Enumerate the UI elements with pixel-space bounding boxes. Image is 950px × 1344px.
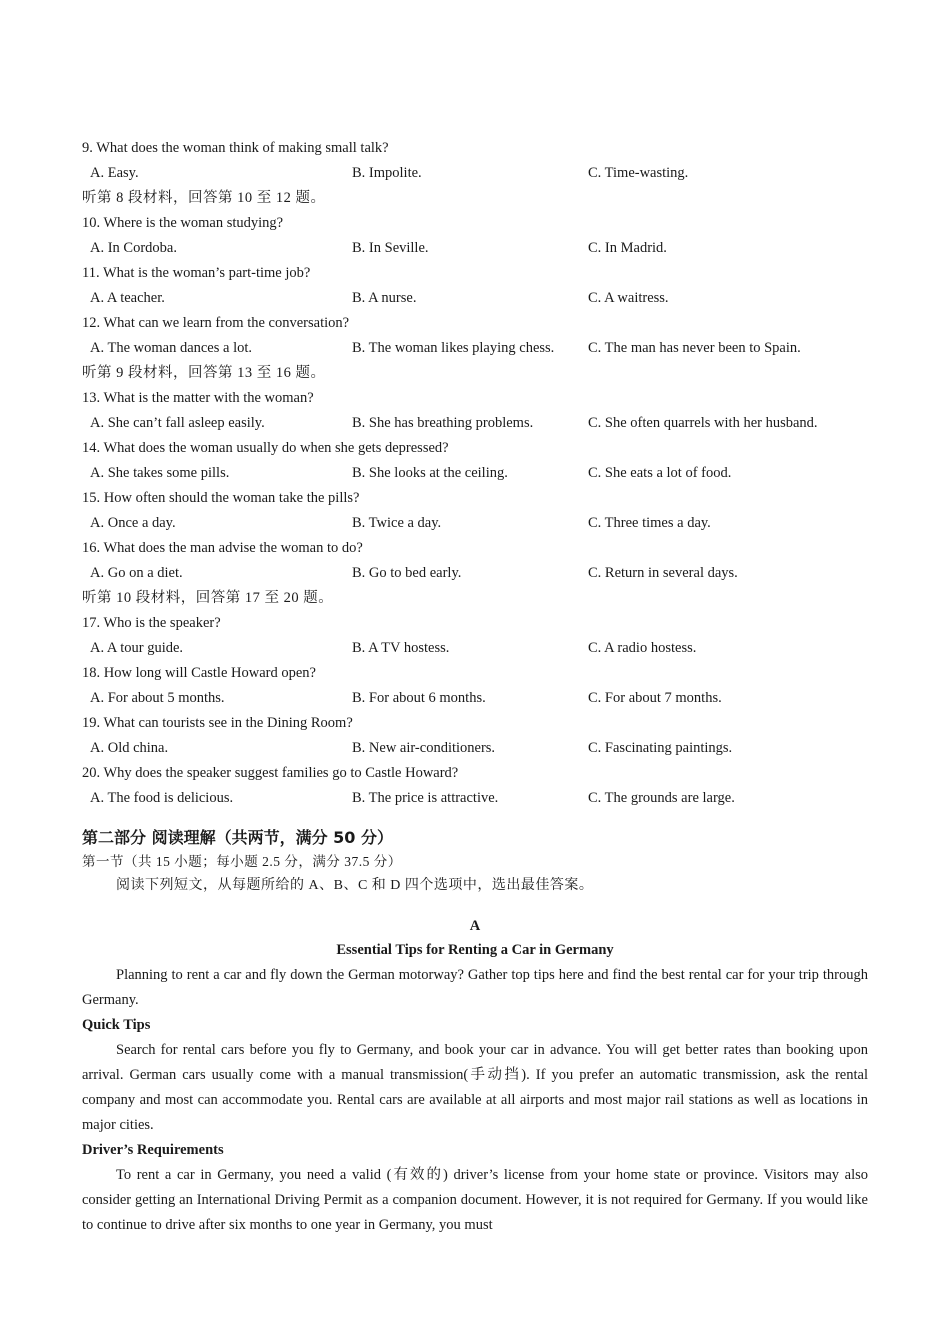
option-b: B. She looks at the ceiling. <box>352 465 508 481</box>
option-b: B. The price is attractive. <box>352 790 499 806</box>
option-c: C. A waitress. <box>588 290 669 306</box>
question-text: 10. Where is the woman studying? <box>82 215 284 231</box>
option-b: B. In Seville. <box>352 240 429 256</box>
passage-title: Essential Tips for Renting a Car in Germany <box>336 942 614 958</box>
listening-instruction: 听第 9 段材料，回答第 13 至 16 题。 <box>82 365 326 381</box>
listening-section <box>82 136 868 811</box>
options-row <box>82 561 868 586</box>
listening-instruction: 听第 8 段材料，回答第 10 至 12 题。 <box>82 190 326 206</box>
question-text: 12. What can we learn from the conversation? <box>82 315 350 331</box>
options-row <box>82 411 868 436</box>
option-c: C. A radio hostess. <box>588 640 697 656</box>
option-c: C. She eats a lot of food. <box>588 465 732 481</box>
question-text: 14. What does the woman usually do when she gets depressed? <box>82 440 449 456</box>
question-text: 19. What can tourists see in the Dining Room? <box>82 715 353 731</box>
option-c: C. For about 7 months. <box>588 690 722 706</box>
option-b: B. A TV hostess. <box>352 640 450 656</box>
drivers-requirements-heading: Driver’s Requirements <box>82 1142 224 1158</box>
option-b: B. A nurse. <box>352 290 417 306</box>
options-row <box>82 336 868 361</box>
question-text: 20. Why does the speaker suggest families go to Castle Howard? <box>82 765 459 781</box>
option-c: C. The grounds are large. <box>588 790 735 806</box>
question-text: 11. What is the woman’s part-time job? <box>82 265 311 281</box>
option-c: C. The man has never been to Spain. <box>588 340 801 356</box>
option-c: C. In Madrid. <box>588 240 667 256</box>
quick-tips-heading: Quick Tips <box>82 1017 151 1033</box>
drivers-requirements-paragraph: To rent a car in Germany, you need a valid (有效的) driver’s license from your home state or province. Visitors may also consider getting an International Driving Permit as a companion document. However, it is not required for Germany. If you would like to continue to drive after six months to one year in Germany, you must <box>82 1167 868 1233</box>
option-a: A. She takes some pills. <box>90 465 230 481</box>
option-a: A. For about 5 months. <box>90 690 225 706</box>
question-text: 16. What does the man advise the woman to do? <box>82 540 363 556</box>
options-row <box>82 511 868 536</box>
option-c: C. Return in several days. <box>588 565 738 581</box>
options-row <box>82 786 868 811</box>
question-text: 15. How often should the woman take the pills? <box>82 490 360 506</box>
option-b: B. Go to bed early. <box>352 565 462 581</box>
part2-title: 第二部分 阅读理解（共两节，满分 50 分） <box>82 828 393 847</box>
question-text: 18. How long will Castle Howard open? <box>82 665 316 681</box>
options-row <box>82 461 868 486</box>
option-a: A. She can’t fall asleep easily. <box>90 415 265 431</box>
option-a: A. In Cordoba. <box>90 240 177 256</box>
question-text: 13. What is the matter with the woman? <box>82 390 314 406</box>
option-c: C. Three times a day. <box>588 515 711 531</box>
option-a: A. A teacher. <box>90 290 165 306</box>
option-b: B. She has breathing problems. <box>352 415 534 431</box>
option-a: A. The woman dances a lot. <box>90 340 253 356</box>
option-a: A. A tour guide. <box>90 640 184 656</box>
quick-tips-paragraph: Search for rental cars before you fly to Germany, and book your car in advance. You will get better rates than booking upon arrival. German cars usually come with a manual transmission(手动挡). If you prefer an automatic transmission, ask the rental company and most can accommodate you. Rental cars are available at all airports and most major rail stations as well as locations in major cities. <box>82 1042 868 1133</box>
option-a: A. Old china. <box>90 740 169 756</box>
options-row <box>82 161 868 186</box>
options-row <box>82 736 868 761</box>
option-b: B. Impolite. <box>352 165 422 181</box>
question-text: 17. Who is the speaker? <box>82 615 221 631</box>
option-a: A. Go on a diet. <box>90 565 183 581</box>
question-text: 9. What does the woman think of making small talk? <box>82 140 389 156</box>
option-c: C. She often quarrels with her husband. <box>588 415 818 431</box>
option-a: A. Easy. <box>90 165 139 181</box>
options-row <box>82 286 868 311</box>
options-row <box>82 236 868 261</box>
option-b: B. Twice a day. <box>352 515 442 531</box>
option-c: C. Time-wasting. <box>588 165 689 181</box>
option-a: A. Once a day. <box>90 515 176 531</box>
passage-letter: A <box>469 918 481 934</box>
reading-instruction: 阅读下列短文，从每题所给的 A、B、C 和 D 四个选项中，选出最佳答案。 <box>116 878 594 893</box>
passage-intro: Planning to rent a car and fly down the German motorway? Gather top tips here and find the best rental car for your trip through Germany. <box>82 967 868 1008</box>
page-content <box>82 136 868 1238</box>
section1-heading: 第一节（共 15 小题；每小题 2.5 分，满分 37.5 分） <box>82 854 402 869</box>
options-row <box>82 636 868 661</box>
option-a: A. The food is delicious. <box>90 790 234 806</box>
listening-instruction: 听第 10 段材料，回答第 17 至 20 题。 <box>82 590 334 606</box>
options-row <box>82 686 868 711</box>
option-b: B. The woman likes playing chess. <box>352 340 555 356</box>
option-b: B. For about 6 months. <box>352 690 486 706</box>
option-c: C. Fascinating paintings. <box>588 740 733 756</box>
option-b: B. New air-conditioners. <box>352 740 496 756</box>
